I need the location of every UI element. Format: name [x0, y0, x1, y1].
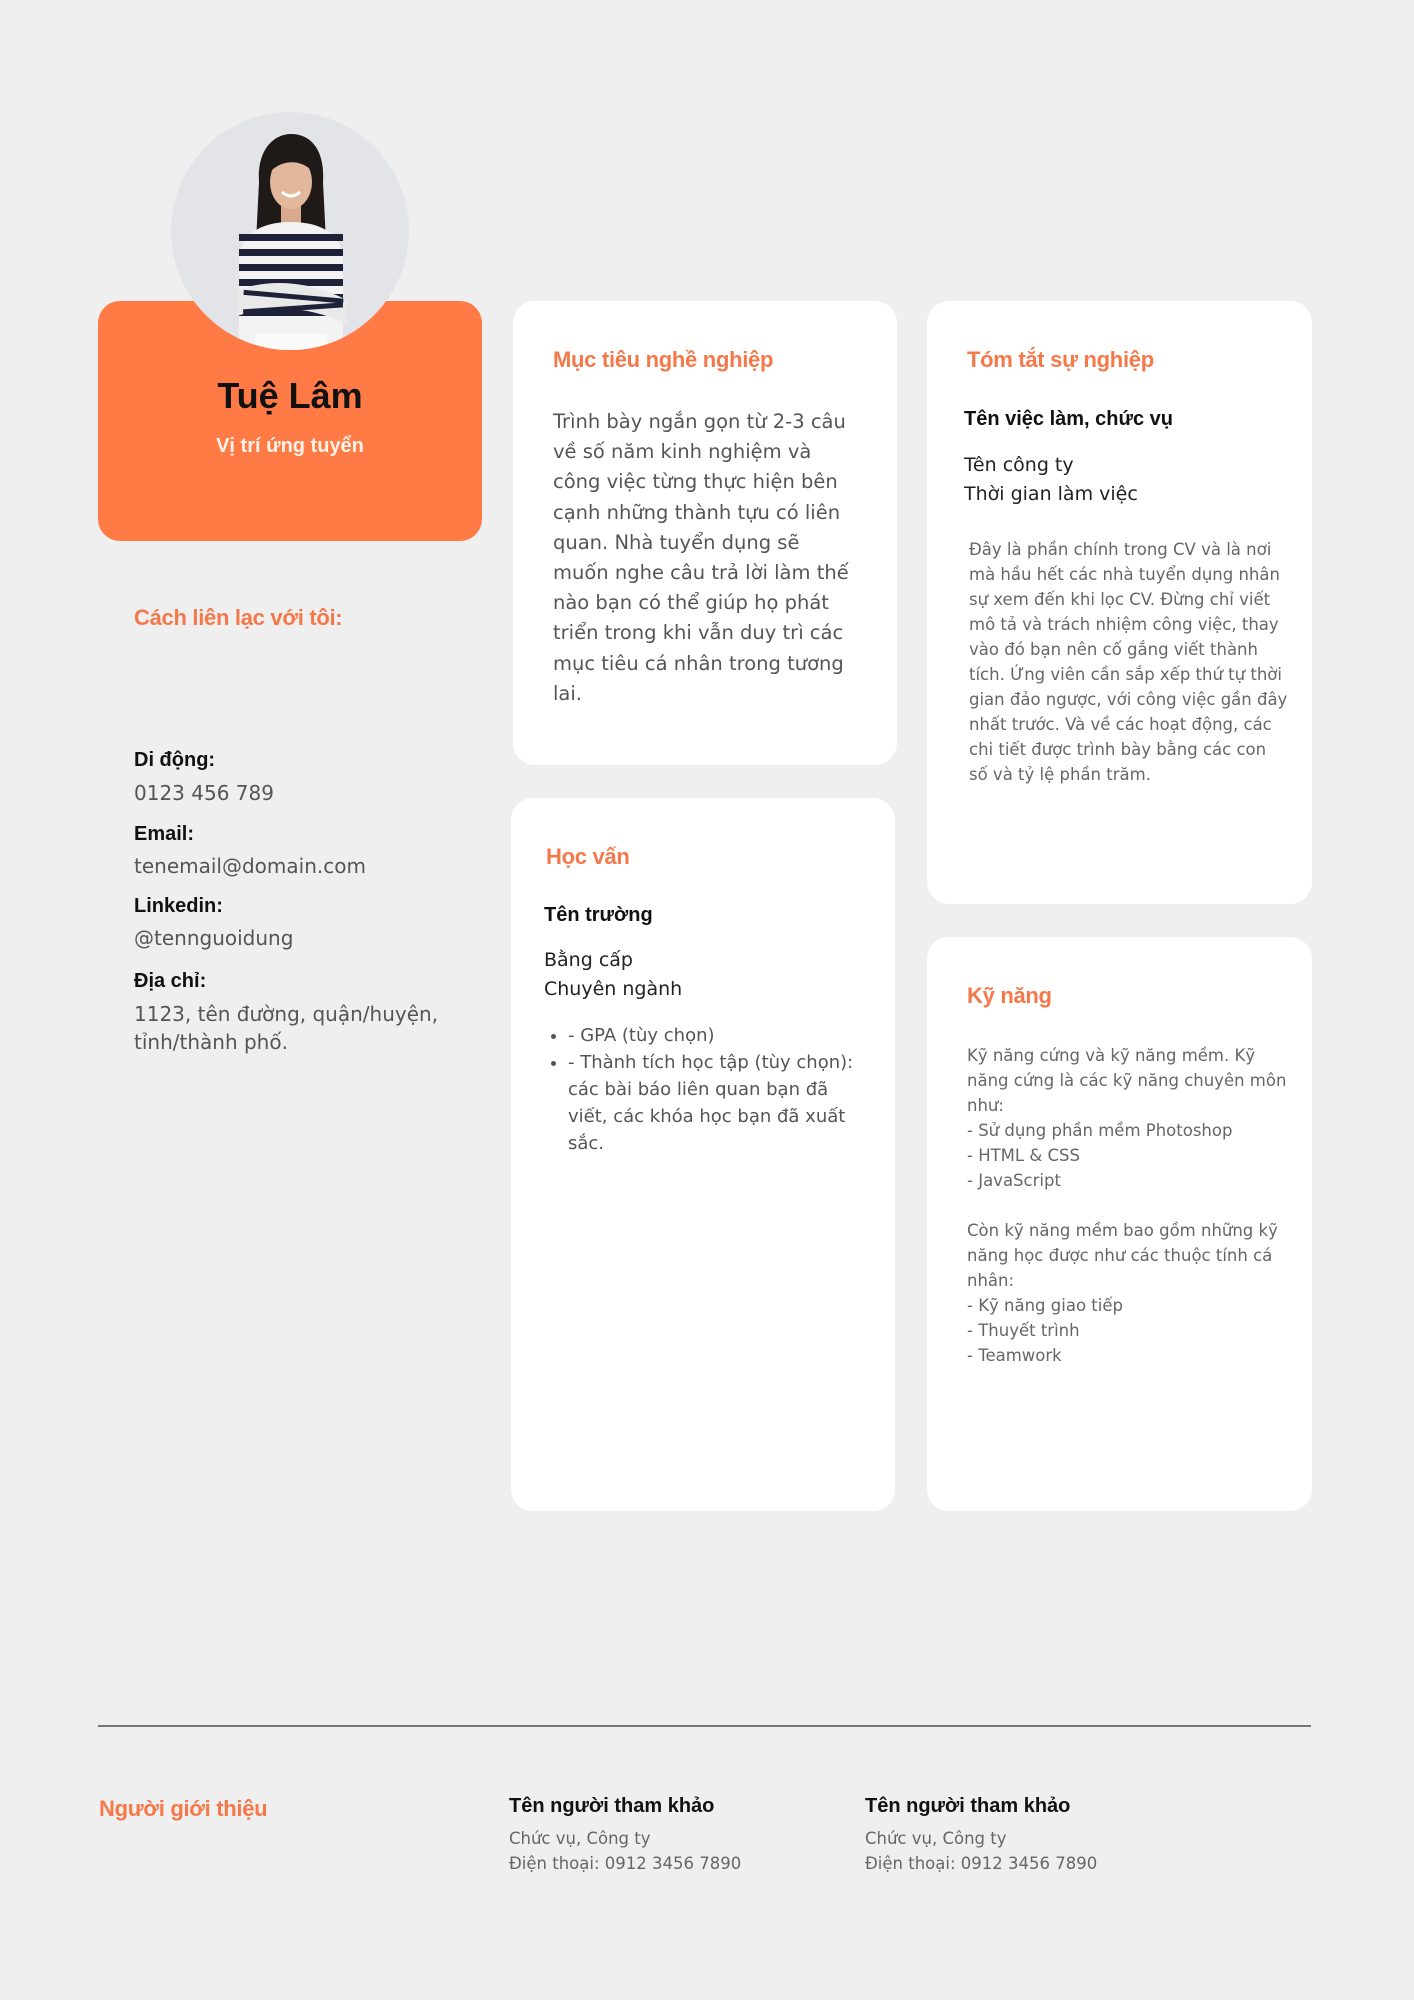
job-title: Tên việc làm, chức vụ [964, 408, 1174, 430]
company-name: Tên công ty [964, 454, 1074, 476]
reference-name: Tên người tham khảo [509, 1795, 715, 1817]
career-card [927, 301, 1312, 904]
reference-phone: Điện thoại: 0912 3456 7890 [865, 1854, 1098, 1873]
phone-value: 0123 456 789 [134, 781, 274, 805]
footer-divider [98, 1725, 1311, 1727]
objective-text: Trình bày ngắn gọn từ 2-3 câu về số năm kinh nghiệm và công việc từng thực hiện bên cạnh những thành tựu có liên quan. Nhà tuyển dụng sẽ muốn nghe câu trả lời làm thế nào bạn có thể giúp họ phát triển trong khi vẫn duy trì các mục tiêu cá nhân trong tương lai. [553, 410, 849, 705]
address-label: Địa chỉ: [134, 970, 207, 992]
references-heading: Người giới thiệu [99, 1796, 268, 1821]
reference-role: Chức vụ, Công ty [509, 1829, 651, 1848]
phone-label: Di động: [134, 749, 216, 771]
work-period: Thời gian làm việc [964, 483, 1138, 505]
education-heading: Học vấn [546, 844, 630, 869]
address-line-1: 1123, tên đường, quận/huyện, [134, 1002, 439, 1026]
email-value: tenemail@domain.com [134, 854, 366, 878]
education-details [542, 1022, 872, 1157]
person-avatar-icon [171, 112, 409, 350]
skills-description: Kỹ năng cứng và kỹ năng mềm. Kỹ năng cứng là các kỹ năng chuyên môn như: - Sử dụng phần mềm Photoshop - HTML & CSS - JavaScript Còn kỹ năng mềm bao gồm những kỹ năng học được như các thuộc tính cá nhân: - Kỹ năng giao tiếp - Thuyết trình - Teamwork [967, 1046, 1287, 1365]
education-card [511, 798, 895, 1511]
linkedin-label: Linkedin: [134, 895, 223, 917]
reference-name: Tên người tham khảo [865, 1795, 1071, 1817]
reference-2 [865, 1795, 1097, 1876]
objective-heading: Mục tiêu nghề nghiệp [553, 347, 774, 372]
list-item: • - GPA (tùy chọn) [568, 1022, 872, 1049]
email-label: Email: [134, 823, 195, 845]
objective-card [513, 301, 897, 765]
major: Chuyên ngành [544, 978, 683, 1000]
reference-1 [509, 1795, 741, 1876]
skills-heading: Kỹ năng [967, 983, 1052, 1008]
list-item: • - Thành tích học tập (tùy chọn): các bài báo liên quan bạn đã viết, các khóa học bạn đã xuất sắc. [568, 1049, 872, 1157]
school-name: Tên trường [544, 904, 653, 926]
skills-card [927, 937, 1312, 1511]
address-line-2: tỉnh/thành phố. [134, 1030, 288, 1054]
candidate-position: Vị trí ứng tuyển [216, 435, 364, 457]
reference-role: Chức vụ, Công ty [865, 1829, 1007, 1848]
candidate-name: Tuệ Lâm [217, 375, 363, 416]
linkedin-value: @tennguoidung [134, 926, 294, 950]
career-heading: Tóm tắt sự nghiệp [967, 347, 1154, 372]
career-description: Đây là phần chính trong CV và là nơi mà hầu hết các nhà tuyển dụng nhân sự xem đến khi lọc CV. Đừng chỉ viết mô tả và trách nhiệm công việc, thay vào đó bạn nên cố gắng viết thành tích. Ứng viên cần sắp xếp thứ tự thời gian đảo ngược, với công việc gần đây nhất trước. Và về các hoạt động, các chi tiết được trình bày bằng các con số và tỷ lệ phần trăm. [969, 540, 1288, 784]
degree: Bằng cấp [544, 949, 633, 971]
profile-photo [171, 112, 409, 350]
contact-heading: Cách liên lạc với tôi: [134, 605, 343, 630]
reference-phone: Điện thoại: 0912 3456 7890 [509, 1854, 742, 1873]
